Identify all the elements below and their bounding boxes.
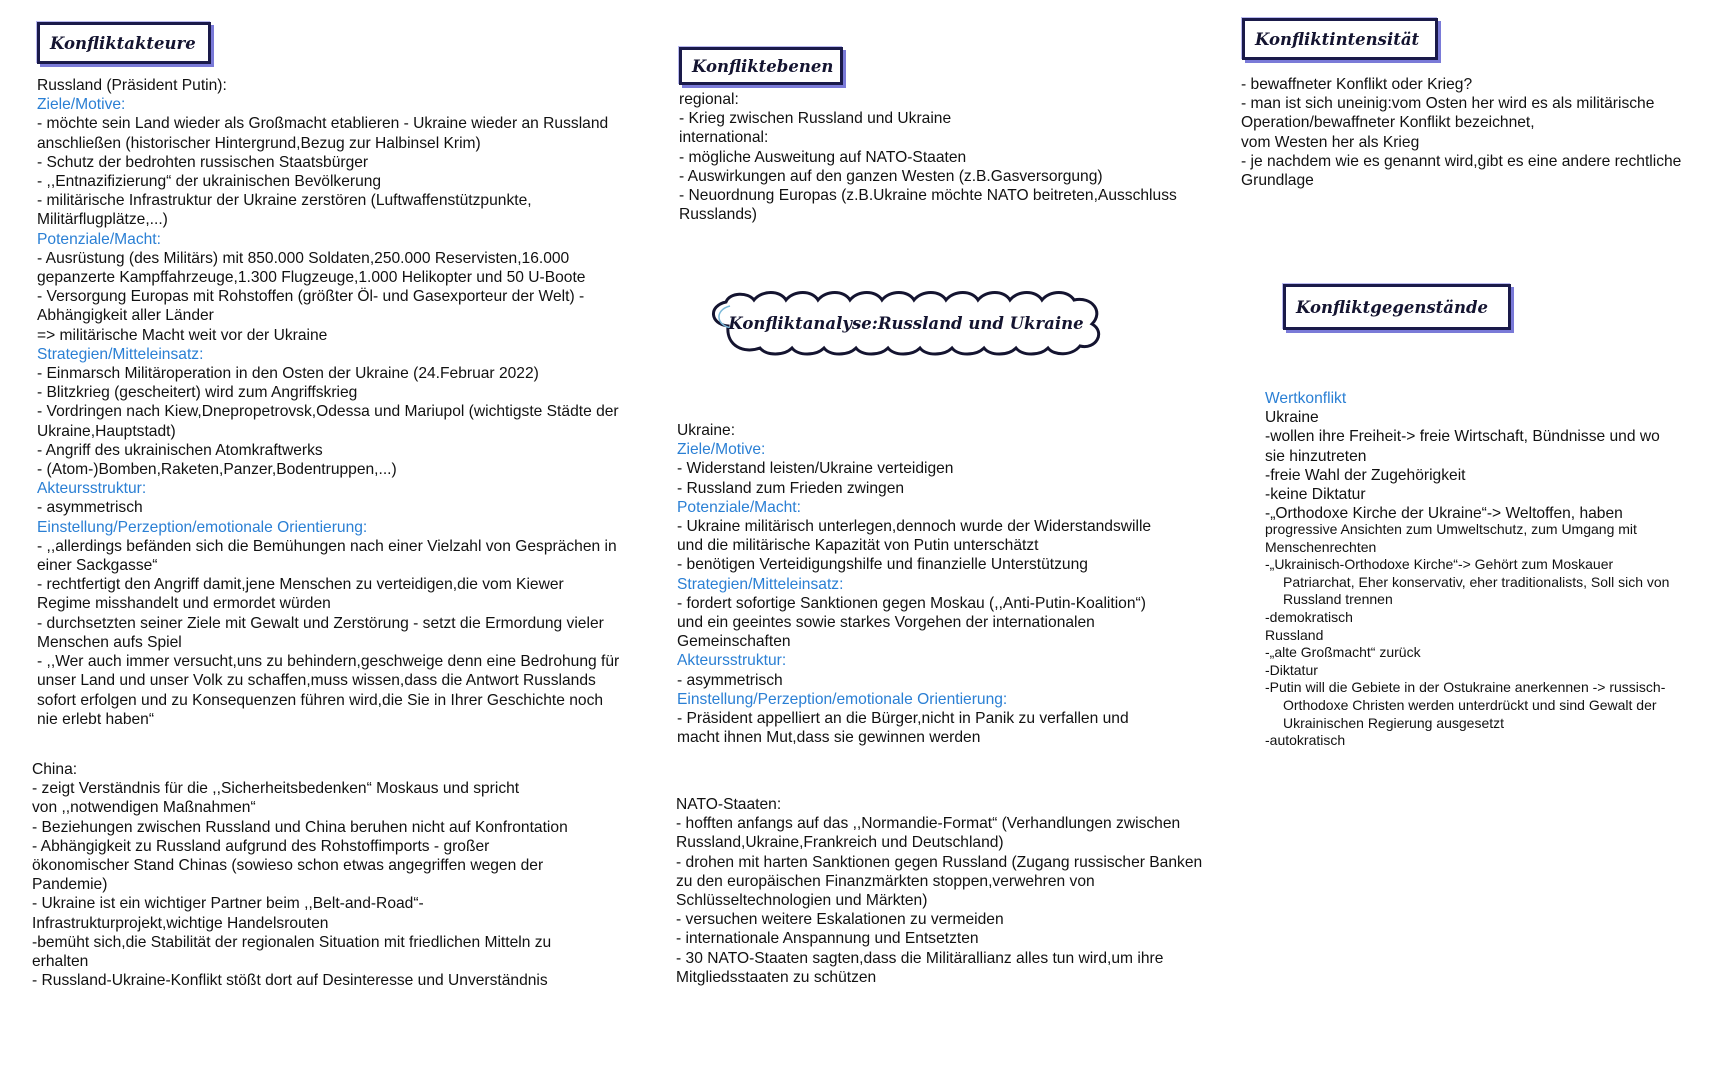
text-line: - ,,allerdings befänden sich die Bemühungen nach einer Vielzahl von Gesprächen in: [37, 537, 617, 555]
text-line: - drohen mit harten Sanktionen gegen Russland (Zugang russischer Banken: [676, 853, 1203, 871]
konfliktebenen-section: [679, 90, 1219, 224]
text-line: Russlands): [679, 206, 757, 224]
text-line: Ukrainischen Regierung ausgesetzt: [1283, 714, 1505, 731]
section-subheading: Potenziale/Macht:: [37, 230, 161, 248]
section-subheading: Strategien/Mitteleinsatz:: [37, 345, 204, 363]
text-line: - bewaffneter Konflikt oder Krieg?: [1241, 76, 1473, 93]
text-line: Schlüsseltechnologien und Märkten): [676, 892, 928, 910]
text-line: => militärische Macht weit vor der Ukraine: [37, 326, 328, 344]
text-line: Ukraine: [1265, 409, 1319, 427]
text-line: - zeigt Verständnis für die ,,Sicherheitsbedenken“ Moskaus und spricht: [32, 780, 520, 798]
text-line: - Auswirkungen auf den ganzen Westen (z.B.Gasversorgung): [679, 167, 1103, 185]
text-line: Pandemie): [32, 876, 108, 894]
section-subheading: Ziele/Motive:: [677, 441, 766, 459]
main-title-cloud: [700, 288, 1112, 358]
text-line: Menschen aufs Spiel: [37, 633, 182, 651]
heading-konfliktebenen-label: Konfliktebenen: [692, 56, 834, 76]
text-line: - Russland-Ukraine-Konflikt stößt dort auf Desinteresse und Unverständnis: [32, 972, 548, 990]
text-line: -wollen ihre Freiheit-> freie Wirtschaft, Bündnisse und wo: [1265, 428, 1660, 446]
text-line: von ,,notwendigen Maßnahmen“: [32, 799, 256, 817]
text-line: einer Sackgasse“: [37, 557, 158, 575]
text-line: - möchte sein Land wieder als Großmacht etablieren - Ukraine wieder an Russland: [37, 115, 609, 133]
text-line: - versuchen weitere Eskalationen zu vermeiden: [676, 911, 1004, 929]
wertkonflikt-section: [1265, 389, 1725, 523]
ukraine-section: [677, 421, 1217, 747]
section-subheading: Ziele/Motive:: [37, 96, 126, 114]
text-line: Russland (Präsident Putin):: [37, 77, 227, 94]
text-line: -freie Wahl der Zugehörigkeit: [1265, 466, 1466, 484]
text-line: - Widerstand leisten/Ukraine verteidigen: [677, 460, 954, 478]
text-line: Regime misshandelt und ermordet würden: [37, 595, 331, 613]
text-line: sie hinzutreten: [1265, 447, 1367, 465]
section-subheading: Strategien/Mitteleinsatz:: [677, 575, 844, 593]
text-line: sofort erfolgen und zu Konsequenzen führen wird,die Sie in Ihrer Geschichte noch: [37, 691, 604, 709]
text-line: -„Orthodoxe Kirche der Ukraine“-> Weltoffen, haben: [1265, 505, 1623, 523]
text-line: macht ihnen Mut,dass sie gewinnen werden: [677, 729, 981, 747]
text-line: Ukraine:: [677, 422, 736, 439]
text-line: - Russland zum Frieden zwingen: [677, 479, 905, 497]
text-line: Russland trennen: [1283, 591, 1393, 608]
text-line: -Diktatur: [1265, 661, 1318, 678]
text-line: vom Westen her als Krieg: [1241, 133, 1420, 151]
text-line: Patriarchat, Eher konservativ, eher traditionalists, Soll sich von: [1283, 573, 1670, 590]
text-line: Operation/bewaffneter Konflikt bezeichnet,: [1241, 114, 1535, 132]
text-line: - Ausrüstung (des Militärs) mit 850.000 Soldaten,250.000 Reservisten,16.000: [37, 249, 570, 267]
text-line: Gemeinschaften: [677, 633, 791, 651]
text-line: Orthodoxe Christen werden unterdrückt und sind Gewalt der: [1283, 696, 1657, 713]
heading-konfliktgegenstaende: [1283, 284, 1511, 330]
text-line: - ,,Entnazifizierung“ der ukrainischen Bevölkerung: [37, 173, 382, 191]
text-line: -keine Diktatur: [1265, 486, 1366, 504]
text-line: und ein geeintes sowie starkes Vorgehen der internationalen: [677, 614, 1095, 632]
text-line: -„Ukrainisch-Orthodoxe Kirche“-> Gehört zum Moskauer: [1265, 556, 1614, 573]
text-line: Ukraine,Hauptstadt): [37, 422, 176, 440]
text-line: - Schutz der bedrohten russischen Staatsbürger: [37, 153, 369, 171]
text-line: Mitgliedsstaaten zu schützen: [676, 968, 877, 986]
text-line: progressive Ansichten zum Umweltschutz, zum Umgang mit: [1265, 521, 1637, 537]
text-line: - durchsetzten seiner Ziele mit Gewalt und Zerstörung - setzt die Ermordung vieler: [37, 614, 604, 632]
text-line: zu den europäischen Finanzmärkten stoppen,verwehren von: [676, 872, 1095, 890]
text-line: -bemüht sich,die Stabilität der regionalen Situation mit friedlichen Mitteln zu: [32, 933, 552, 951]
text-line: - man ist sich uneinig:vom Osten her wird es als militärische: [1241, 95, 1655, 113]
text-line: - Präsident appelliert an die Bürger,nicht in Panik zu verfallen und: [677, 710, 1129, 728]
text-line: international:: [679, 129, 769, 147]
section-subheading: Akteursstruktur:: [37, 480, 147, 498]
main-title: Konfliktanalyse:Russland und Ukraine: [728, 313, 1084, 333]
text-line: - Angriff des ukrainischen Atomkraftwerks: [37, 441, 323, 459]
text-line: Russland,Ukraine,Frankreich und Deutschland): [676, 834, 1004, 852]
text-line: - Krieg zwischen Russland und Ukraine: [679, 110, 952, 128]
text-line: gepanzerte Kampffahrzeuge,1.300 Flugzeuge,1.000 Helikopter und 50 U-Boote: [37, 269, 586, 287]
section-subheading: Akteursstruktur:: [677, 652, 787, 670]
text-line: - ,,Wer auch immer versucht,uns zu behindern,geschweige denn eine Bedrohung für: [37, 653, 620, 671]
china-section: [32, 760, 652, 990]
text-line: - mögliche Ausweitung auf NATO-Staaten: [679, 148, 967, 166]
text-line: Militärflugplätze,...): [37, 211, 168, 229]
text-line: Infrastrukturprojekt,wichtige Handelsrouten: [32, 914, 329, 932]
russland-section: [37, 76, 657, 729]
text-line: - Abhängigkeit zu Russland aufgrund des Rohstoffimports - großer: [32, 837, 490, 855]
text-line: Abhängigkeit aller Länder: [37, 307, 214, 325]
text-line: -autokratisch: [1265, 732, 1346, 749]
text-line: - Blitzkrieg (gescheitert) wird zum Angriffskrieg: [37, 384, 358, 402]
text-line: nie erlebt haben“: [37, 710, 155, 728]
text-line: - Einmarsch Militäroperation in den Osten der Ukraine (24.Februar 2022): [37, 365, 539, 383]
text-line: - hofften anfangs auf das ,,Normandie-Format“ (Verhandlungen zwischen: [676, 815, 1181, 833]
text-line: -„alte Großmacht“ zurück: [1265, 644, 1421, 661]
heading-konfliktakteure-label: Konfliktakteure: [50, 33, 196, 53]
heading-konfliktebenen: [679, 47, 843, 85]
text-line: China:: [32, 761, 78, 778]
section-subheading: Einstellung/Perzeption/emotionale Orientierung:: [677, 690, 1008, 708]
text-line: - Ukraine ist ein wichtiger Partner beim ,,Belt-and-Road“-: [32, 895, 424, 913]
text-line: anschließen (historischer Hintergrund,Bezug zur Halbinsel Krim): [37, 134, 481, 152]
section-subheading: Potenziale/Macht:: [677, 498, 801, 516]
text-line: - asymmetrisch: [677, 671, 783, 689]
text-line: - asymmetrisch: [37, 499, 143, 517]
section-subheading: Einstellung/Perzeption/emotionale Orientierung:: [37, 518, 368, 536]
text-line: regional:: [679, 91, 739, 108]
text-line: - militärische Infrastruktur der Ukraine zerstören (Luftwaffenstützpunkte,: [37, 192, 532, 210]
text-line: - Versorgung Europas mit Rohstoffen (größter Öl- und Gasexporteur der Welt) -: [37, 288, 585, 306]
text-line: NATO-Staaten:: [676, 796, 782, 813]
nato-section: [676, 795, 1236, 987]
konfliktintensitaet-section: [1241, 75, 1721, 190]
text-line: Russland: [1265, 626, 1324, 643]
wertkonflikt-details: [1265, 521, 1725, 750]
text-line: erhalten: [32, 953, 89, 971]
text-line: -Putin will die Gebiete in der Ostukraine anerkennen -> russisch-: [1265, 679, 1666, 696]
text-line: Menschenrechten: [1265, 538, 1377, 555]
text-line: - (Atom-)Bomben,Raketen,Panzer,Bodentruppen,...): [37, 461, 397, 479]
text-line: Grundlage: [1241, 172, 1314, 190]
text-line: - Beziehungen zwischen Russland und China beruhen nicht auf Konfrontation: [32, 818, 568, 836]
text-line: - fordert sofortige Sanktionen gegen Moskau (,,Anti-Putin-Koalition“): [677, 594, 1146, 612]
text-line: unser Land und unser Volk zu schaffen,muss wissen,dass die Antwort Russlands: [37, 672, 596, 690]
text-line: und die militärische Kapazität von Putin unterschätzt: [677, 537, 1039, 555]
text-line: - je nachdem wie es genannt wird,gibt es eine andere rechtliche: [1241, 152, 1682, 170]
heading-konfliktgegenstaende-label: Konfliktgegenstände: [1296, 297, 1488, 317]
heading-konfliktakteure: [37, 22, 211, 64]
heading-konfliktintensitaet-label: Konfliktintensität: [1255, 29, 1420, 49]
text-line: - benötigen Verteidigungshilfe und finanzielle Unterstützung: [677, 556, 1088, 574]
section-subheading: Wertkonflikt: [1265, 390, 1347, 407]
text-line: - Ukraine militärisch unterlegen,dennoch wurde der Widerstandswille: [677, 518, 1152, 536]
text-line: - Neuordnung Europas (z.B.Ukraine möchte NATO beitreten,Ausschluss: [679, 187, 1177, 205]
text-line: ökonomischer Stand Chinas (sowieso schon etwas angegriffen wegen der: [32, 857, 544, 875]
text-line: - 30 NATO-Staaten sagten,dass die Militärallianz alles tun wird,um ihre: [676, 949, 1164, 967]
text-line: -demokratisch: [1265, 608, 1353, 625]
heading-konfliktintensitaet: [1242, 18, 1438, 60]
text-line: - rechtfertigt den Angriff damit,jene Menschen zu verteidigen,die vom Kiewer: [37, 576, 564, 594]
text-line: - internationale Anspannung und Entsetzten: [676, 930, 979, 948]
text-line: - Vordringen nach Kiew,Dnepropetrovsk,Odessa und Mariupol (wichtigste Städte der: [37, 403, 619, 421]
